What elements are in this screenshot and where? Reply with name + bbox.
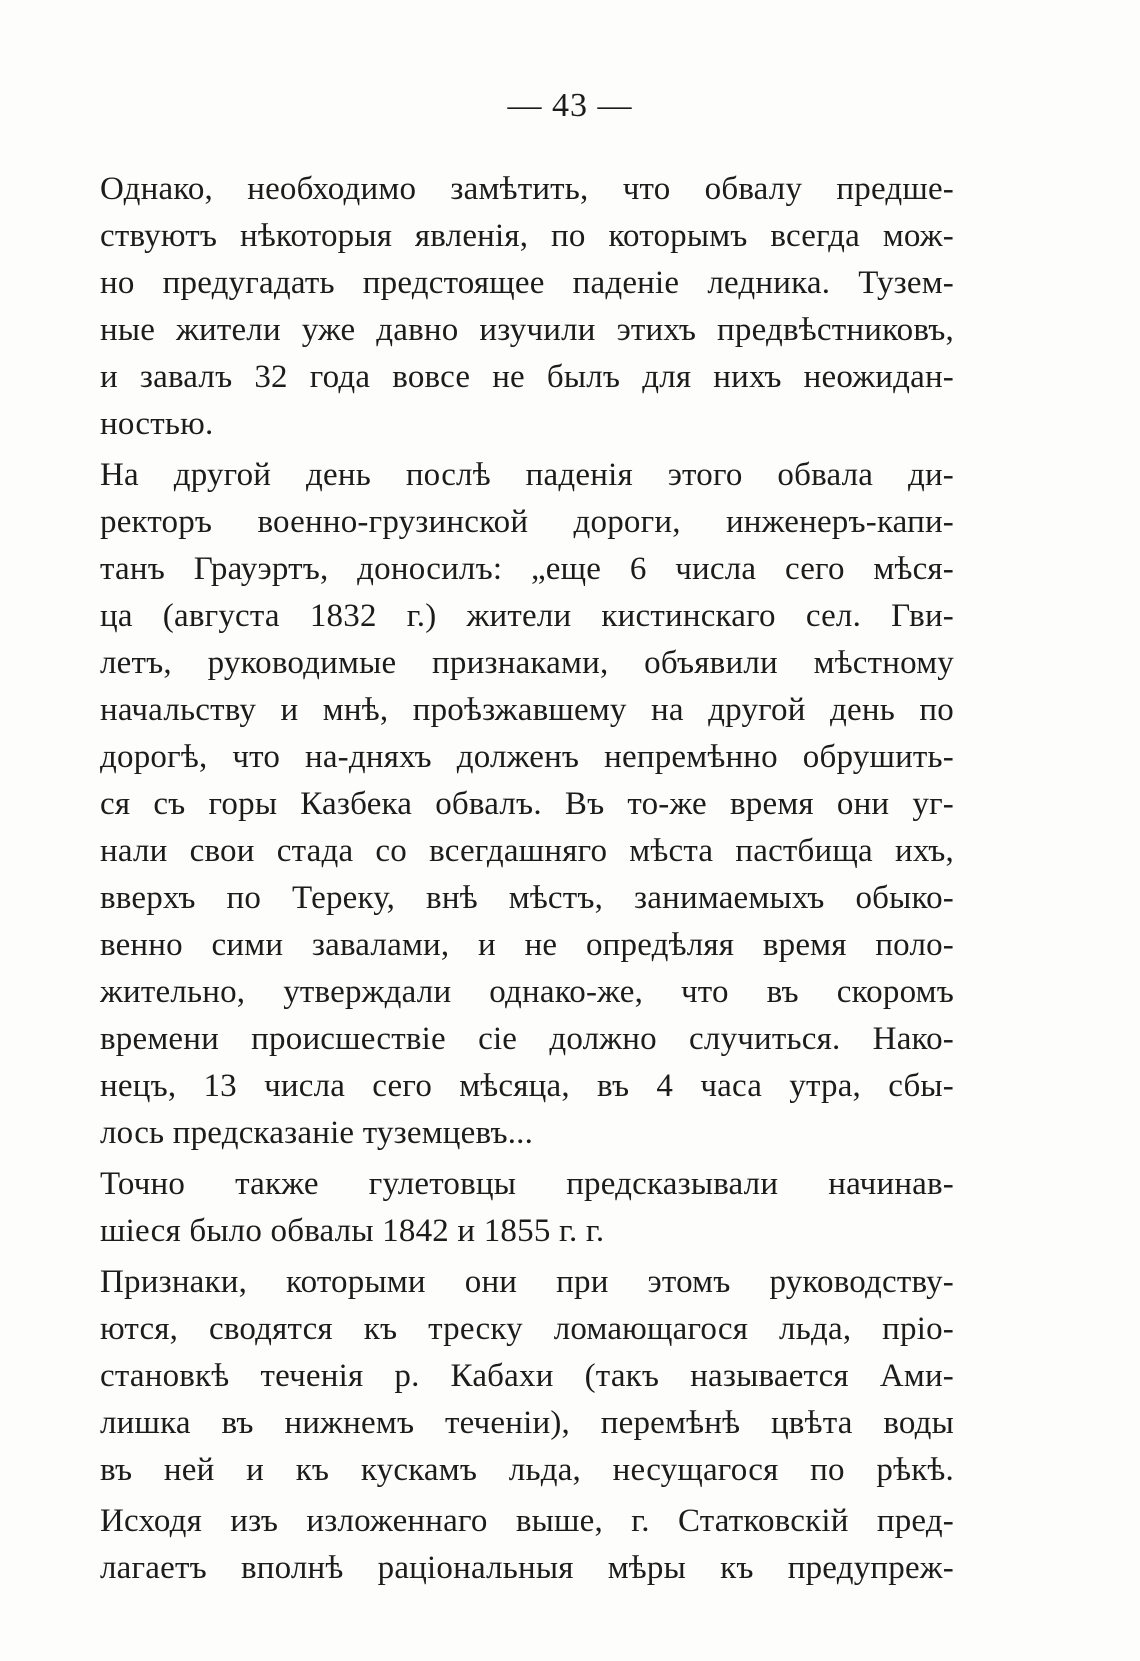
text-line: ся съ горы Казбека обвалъ. Въ то-же время они уг- [100, 786, 954, 822]
text-line: дорогѣ, что на-дняхъ долженъ непремѣнно обрушить- [100, 739, 954, 775]
text-line: и завалъ 32 года вовсе не былъ для нихъ неожидан- [100, 359, 954, 395]
text-line: Признаки, которыми они при этомъ руководству- [100, 1264, 954, 1300]
text-line: становкѣ теченія р. Кабахи (такъ называется Ами- [100, 1358, 954, 1394]
text-line: начальству и мнѣ, проѣзжавшему на другой день по [100, 692, 954, 728]
text-line: ностью. [100, 406, 214, 442]
paragraph-5 [100, 1498, 954, 1592]
text-line: нецъ, 13 числа сего мѣсяца, въ 4 часа утра, сбы- [100, 1068, 954, 1104]
text-line: въ ней и къ кускамъ льда, несущагося по рѣкѣ. [100, 1452, 954, 1488]
text-line: Однако, необходимо замѣтить, что обвалу предше- [100, 171, 954, 207]
text-line: лагаетъ вполнѣ раціональныя мѣры къ предупреж- [100, 1550, 954, 1586]
text-line: шіеся было обвалы 1842 и 1855 г. г. [100, 1213, 605, 1249]
text-line: ные жители уже давно изучили этихъ предвѣстниковъ, [100, 312, 954, 348]
paragraph-2 [100, 452, 954, 1157]
text-line: ректоръ военно-грузинской дороги, инженеръ-капи- [100, 504, 954, 540]
text-line: но предугадать предстоящее паденіе ледника. Тузем- [100, 265, 954, 301]
text-line: времени происшествіе сіе должно случиться. Нако- [100, 1021, 954, 1057]
text-line: вверхъ по Тереку, внѣ мѣстъ, занимаемыхъ обыко- [100, 880, 954, 916]
text-line: нали свои стада со всегдашняго мѣста пастбища ихъ, [100, 833, 954, 869]
text-line: ца (августа 1832 г.) жители кистинскаго сел. Гви- [100, 598, 954, 634]
text-line: ствуютъ нѣкоторыя явленія, по которымъ всегда мож- [100, 218, 954, 254]
text-line: ются, сводятся къ треску ломающагося льда, пріо- [100, 1311, 954, 1347]
text-line: лось предсказаніе туземцевъ... [100, 1115, 534, 1151]
paragraph-1 [100, 166, 954, 448]
text-line: жительно, утверждали однако-же, что въ скоромъ [100, 974, 954, 1010]
text-line: летъ, руководимые признаками, объявили мѣстному [100, 645, 954, 681]
text-line: На другой день послѣ паденія этого обвала ди- [100, 457, 954, 493]
text-line: Точно также гулетовцы предсказывали начинав- [100, 1166, 954, 1202]
page-number: — 43 — [507, 87, 633, 124]
body-text [100, 166, 954, 1596]
paragraph-3 [100, 1161, 954, 1255]
text-line: венно сими завалами, и не опредѣляя время поло- [100, 927, 954, 963]
text-line: Исходя изъ изложеннаго выше, г. Статковскій пред- [100, 1503, 954, 1539]
text-line: лишка въ нижнемъ теченіи), перемѣнѣ цвѣта воды [100, 1405, 954, 1441]
text-line: танъ Грауэртъ, доносилъ: „еще 6 числа сего мѣся- [100, 551, 954, 587]
paragraph-4 [100, 1259, 954, 1494]
